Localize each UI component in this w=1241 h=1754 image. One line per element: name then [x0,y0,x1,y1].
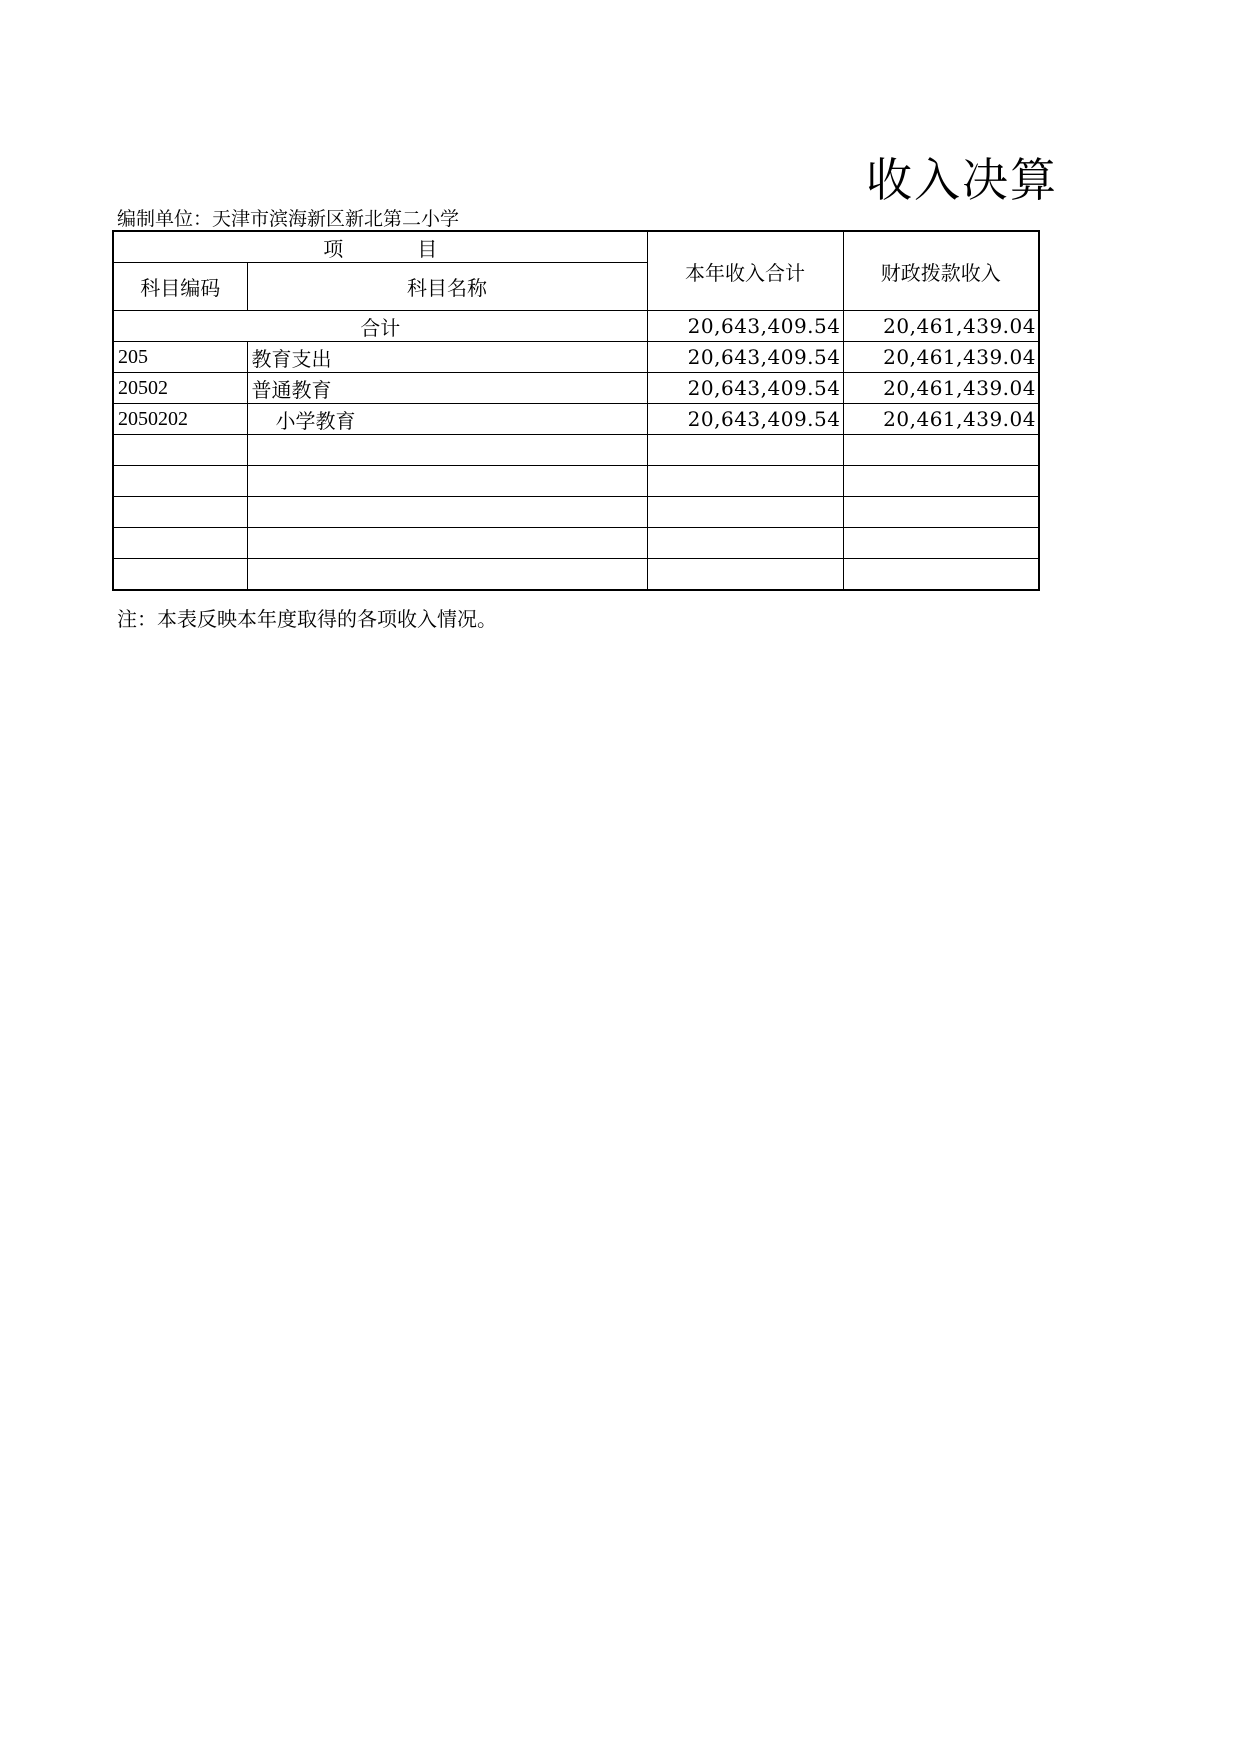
total-income-value: 20,643,409.54 [647,404,843,435]
total-row [113,311,1039,342]
empty-cell [113,528,247,559]
empty-row [113,559,1039,591]
compiling-unit: 编制单位：天津市滨海新区新北第二小学 [117,208,460,230]
item-header [113,231,647,263]
subject-name: 普通教育 [247,373,647,404]
total-income-value: 20,643,409.54 [647,342,843,373]
empty-cell [113,435,247,466]
fiscal-income-value: 20,461,439.04 [843,404,1039,435]
footnote: 注：本表反映本年度取得的各项收入情况。 [117,607,497,631]
empty-cell [247,528,647,559]
empty-cell [647,435,843,466]
table-row [113,342,1039,373]
total-label: 合计 [113,311,647,342]
empty-cell [113,497,247,528]
empty-cell [843,497,1039,528]
fiscal-income-header: 财政拨款收入 [843,231,1039,311]
total-income-header: 本年收入合计 [647,231,843,311]
name-header: 科目名称 [247,263,647,311]
empty-cell [647,559,843,591]
empty-cell [843,528,1039,559]
item-header-left: 项 [323,236,344,261]
header-row-1 [113,231,1039,263]
empty-row [113,466,1039,497]
empty-cell [247,435,647,466]
empty-cell [843,466,1039,497]
empty-cell [247,497,647,528]
subject-name: 教育支出 [247,342,647,373]
subject-code: 20502 [113,373,247,404]
code-header: 科目编码 [113,263,247,311]
subject-code: 2050202 [113,404,247,435]
table-row [113,404,1039,435]
table-row [113,373,1039,404]
empty-cell [843,559,1039,591]
empty-cell [113,466,247,497]
subject-name: 小学教育 [247,404,647,435]
empty-cell [247,559,647,591]
empty-cell [647,466,843,497]
empty-cell [843,435,1039,466]
item-header-right: 目 [417,236,438,261]
empty-row [113,435,1039,466]
empty-row [113,528,1039,559]
empty-cell [247,466,647,497]
fiscal-income-value: 20,461,439.04 [843,311,1039,342]
total-income-value: 20,643,409.54 [647,373,843,404]
page-title: 收入决算 [866,153,1058,207]
total-income-value: 20,643,409.54 [647,311,843,342]
empty-cell [647,497,843,528]
subject-code: 205 [113,342,247,373]
fiscal-income-value: 20,461,439.04 [843,342,1039,373]
fiscal-income-value: 20,461,439.04 [843,373,1039,404]
empty-cell [113,559,247,591]
empty-cell [647,528,843,559]
income-table [112,230,1040,591]
empty-row [113,497,1039,528]
